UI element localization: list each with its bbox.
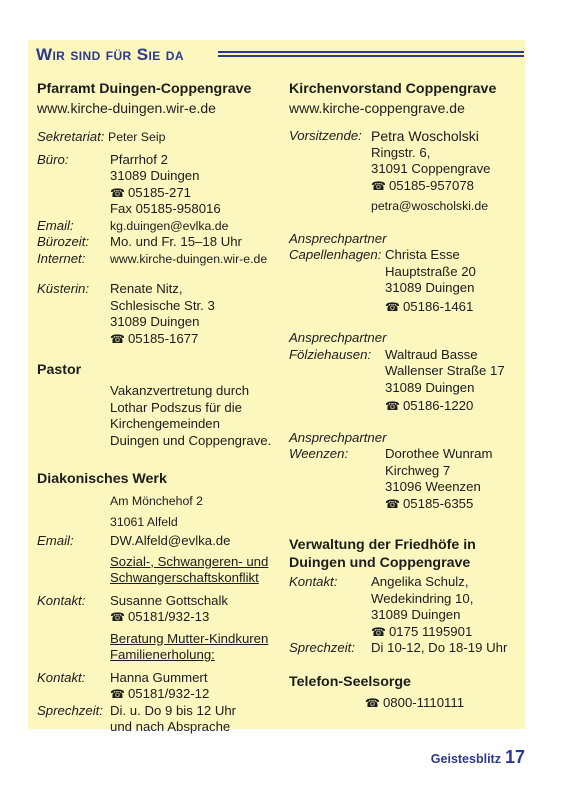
friedhoefe-kontakt-line: Wedekindring 10, [371, 590, 474, 606]
magazine-name: Geistesblitz [430, 752, 501, 766]
capellenhagen-line: Hauptstraße 20 [385, 263, 476, 279]
foelziehausen-line: Wallenser Straße 17 [385, 363, 505, 378]
pastor-line: Duingen und Coppengrave. [110, 432, 272, 448]
diakonie-section-kur: Beratung Mutter-Kindkuren Familienerholung: [110, 630, 269, 662]
right-column [289, 80, 524, 711]
friedhoefe-kontakt-line: Angelika Schulz, [371, 574, 469, 589]
vorsitz-address [371, 145, 524, 215]
weenzen-line: Kirchweg 7 [385, 462, 451, 478]
foelziehausen-line: Waltraud Basse [385, 346, 478, 362]
buero-label: Büro: [37, 151, 69, 167]
diakonie-sprechzeit-line: Di. u. Do 9 bis 12 Uhr [110, 702, 237, 718]
foelziehausen-title: Ansprechpartner [289, 330, 387, 345]
pfarramt-heading: Pfarramt Duingen-Coppengrave [37, 81, 252, 97]
diakonie-sprechzeit-label: Sprechzeit: [37, 702, 103, 718]
friedhoefe-kontakt-label: Kontakt: [289, 574, 338, 589]
buero-line: 31089 Duingen [110, 168, 200, 183]
diakonie-section-sozial: Sozial-, Schwangeren- und Schwangerschaftskonflikt [110, 553, 269, 585]
diakonie-email-row [37, 533, 277, 550]
weenzen-title: Ansprechpartner [289, 429, 387, 445]
kontakt2-name: Hanna Gummert [110, 669, 208, 685]
left-column [37, 80, 277, 736]
kontakt1-row [37, 593, 277, 626]
email-label: Email: [37, 217, 74, 233]
foelziehausen-row [289, 347, 524, 415]
diakonie-sprechzeit-row [37, 703, 277, 736]
capellenhagen-label: Capellenhagen: [289, 247, 382, 262]
phone-icon: ☎ [385, 299, 400, 314]
friedhoefe-kontakt-row [289, 574, 524, 640]
kuesterin-phone: ☎ 05185-1677 [110, 330, 199, 346]
kuesterin-address [110, 281, 277, 347]
vorsitz-label: Vorsitzende: [289, 128, 362, 143]
diakonie-heading: Diakonisches Werk [37, 471, 167, 487]
sekretariat-value: Peter Seip [108, 130, 166, 144]
section-header [36, 46, 524, 64]
kuesterin-label: Küsterin: [37, 281, 90, 296]
friedhoefe-sprechzeit-value: Di 10-12, Do 18-19 Uhr [371, 640, 508, 655]
phone-icon: ☎ [371, 178, 386, 193]
kontakt1-phone: ☎ 05181/932-13 [110, 609, 210, 624]
kontakt2-phone: ☎ 05181/932-12 [110, 686, 210, 701]
sekretariat-label: Sekretariat: [37, 129, 105, 144]
pastor-text [110, 383, 277, 449]
diakonie-email-label: Email: [37, 533, 74, 548]
header-rule [218, 51, 524, 57]
kontakt2-label: Kontakt: [37, 669, 86, 685]
buero-line: Pfarrhof 2 [110, 151, 168, 167]
capellenhagen-title: Ansprechpartner [289, 230, 387, 246]
buero-phone: ☎ 05185-271 [110, 184, 192, 200]
phone-icon: ☎ [110, 610, 125, 624]
friedhoefe-heading: Verwaltung der Friedhöfe in Duingen und Coppengrave [289, 537, 476, 571]
diakonie-city: 31061 Alfeld [110, 515, 178, 529]
kv-heading: Kirchenvorstand Coppengrave [289, 81, 497, 97]
phone-icon: ☎ [365, 695, 380, 710]
kontakt1-name: Susanne Gottschalk [110, 592, 229, 608]
foelziehausen-line: 31089 Duingen [385, 379, 475, 395]
vorsitz-line: Ringstr. 6, [371, 144, 431, 160]
pastor-line: Kirchengemeinden [110, 416, 220, 431]
page-number: 17 [504, 747, 525, 767]
seelsorge-heading: Telefon-Seelsorge [289, 673, 411, 690]
phone-icon: ☎ [371, 624, 386, 639]
weenzen-phone: ☎ 05185-6355 [385, 495, 474, 511]
capellenhagen-row [289, 247, 524, 315]
phone-icon: ☎ [110, 687, 125, 701]
vorsitz-row [289, 128, 524, 145]
weenzen-row [289, 446, 524, 512]
buerozeit-label: Bürozeit: [37, 234, 90, 249]
phone-icon: ☎ [110, 331, 125, 346]
weenzen-line: 31096 Weenzen [385, 479, 481, 494]
diakonie-sprechzeit-line: und nach Absprache [110, 719, 231, 734]
capellenhagen-line: Christa Esse [385, 247, 460, 262]
foelziehausen-phone: ☎ 05186-1220 [385, 398, 474, 413]
capellenhagen-line: 31089 Duingen [385, 280, 475, 295]
diakonie-email-value[interactable]: DW.Alfeld@evlka.de [110, 533, 231, 548]
email-value[interactable]: kg.duingen@evlka.de [110, 218, 229, 233]
buerozeit-value: Mo. und Fr. 15–18 Uhr [110, 234, 242, 249]
header-title: Wir sind für Sie da [36, 45, 184, 64]
capellenhagen-phone: ☎ 05186-1461 [385, 298, 474, 314]
internet-label: Internet: [37, 250, 86, 266]
internet-value[interactable]: www.kirche-duingen.wir-e.de [110, 251, 268, 266]
kuesterin-line: 31089 Duingen [110, 314, 200, 329]
pastor-line: Vakanzvertretung durch [110, 383, 250, 398]
friedhoefe-sprechzeit-row [289, 640, 524, 657]
email-row [37, 218, 277, 235]
internet-row [37, 251, 277, 268]
sekretariat-row [37, 129, 277, 146]
buerozeit-row [37, 234, 277, 251]
weenzen-label: Weenzen: [289, 446, 349, 461]
seelsorge-phone: ☎ 0800-1110111 [365, 694, 465, 710]
buero-row [37, 152, 277, 218]
phone-icon: ☎ [110, 185, 125, 200]
pastor-line: Lothar Podszus für die [110, 399, 242, 415]
friedhoefe-kontakt-phone: ☎ 0175 1195901 [371, 623, 473, 639]
phone-icon: ☎ [385, 496, 400, 511]
diakonie-address [110, 491, 277, 533]
kontakt1-label: Kontakt: [37, 592, 86, 608]
pfarramt-url[interactable]: www.kirche-duingen.wir-e.de [37, 100, 216, 116]
kuesterin-line: Schlesische Str. 3 [110, 297, 215, 313]
vorsitz-name: Petra Woscholski [371, 128, 479, 144]
pastor-heading: Pastor [37, 362, 82, 378]
diakonie-street: Am Mönchehof 2 [110, 494, 203, 508]
vorsitz-email[interactable]: petra@woscholski.de [371, 199, 489, 213]
vorsitz-phone: ☎ 05185-957078 [371, 177, 475, 193]
kuesterin-row [37, 281, 277, 347]
friedhoefe-sprechzeit-label: Sprechzeit: [289, 640, 355, 655]
kuesterin-line: Renate Nitz, [110, 281, 183, 296]
page-footer [431, 747, 525, 768]
friedhoefe-kontakt-line: 31089 Duingen [371, 607, 461, 622]
weenzen-line: Dorothee Wunram [385, 446, 493, 461]
buero-address [110, 152, 277, 218]
foelziehausen-label: Fölziehausen: [289, 346, 372, 362]
vorsitz-line: 31091 Coppengrave [371, 161, 491, 176]
kv-url[interactable]: www.kirche-coppengrave.de [289, 100, 465, 116]
phone-icon: ☎ [385, 399, 400, 413]
kontakt2-row [37, 670, 277, 703]
buero-fax: Fax 05185-958016 [110, 201, 221, 216]
